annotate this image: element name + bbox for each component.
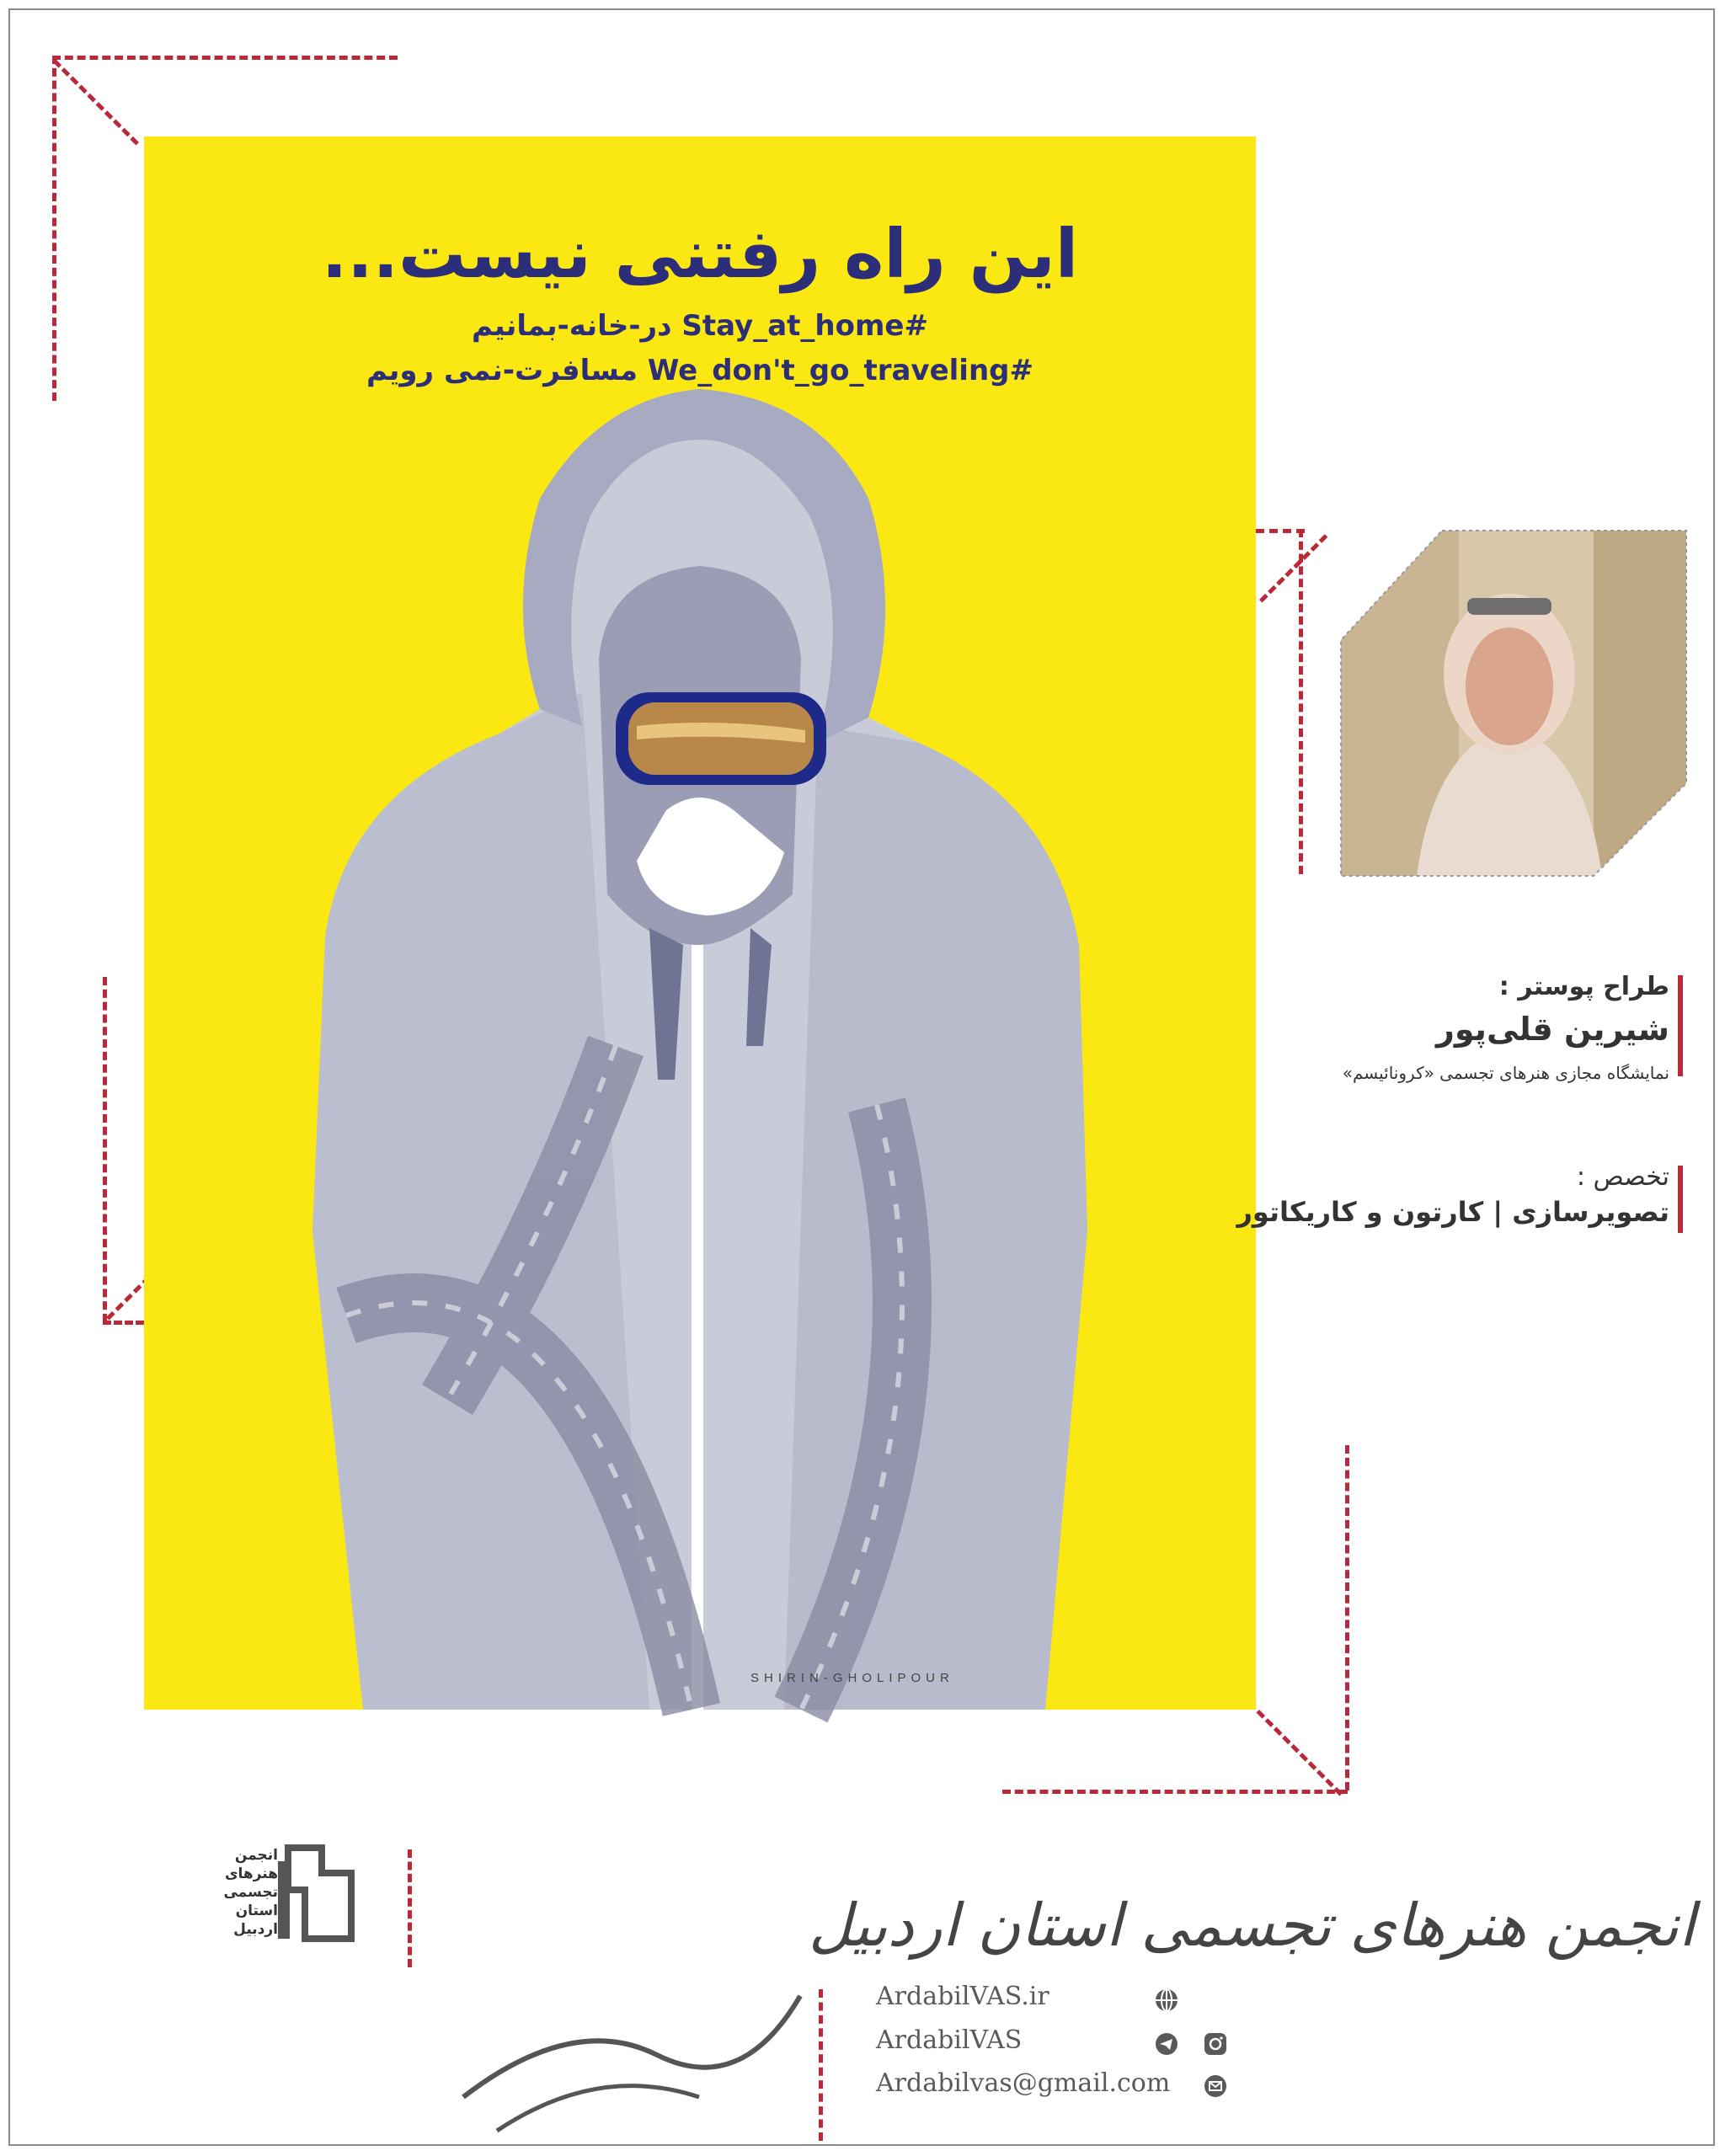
instagram-icon bbox=[1203, 2031, 1228, 2057]
poster-hashtag-1: #Stay_at_home در-خانه-بمانیم bbox=[472, 309, 928, 343]
association-logo-text bbox=[202, 1846, 278, 1939]
logo-line: استان اردبیل bbox=[233, 1903, 278, 1939]
poster-title: این راه رفتنی نیست... bbox=[321, 215, 1079, 293]
globe-icon bbox=[1154, 1988, 1179, 2013]
specialty-value: تصویرسازی | کارتون و کاریکاتور bbox=[1236, 1196, 1669, 1228]
logo-line: تجسمی bbox=[223, 1884, 278, 1902]
association-logo-icon bbox=[271, 1839, 359, 1947]
exhibition-name: نمایشگاه مجازی هنرهای تجسمی «کرونائیسم» bbox=[1342, 1063, 1669, 1083]
specialty-label: تخصص : bbox=[1576, 1162, 1669, 1192]
dashed-line bbox=[52, 56, 56, 401]
dashed-line bbox=[819, 1989, 823, 2141]
designer-label: طراح پوستر : bbox=[1498, 972, 1669, 1001]
dashed-line bbox=[1002, 1790, 1348, 1794]
dashed-line bbox=[103, 977, 107, 1322]
dashed-line bbox=[1256, 529, 1305, 533]
dashed-line bbox=[1345, 1445, 1349, 1790]
poster-hashtag-2: #We_don't_go_traveling مسافرت-نمی رویم bbox=[366, 354, 1034, 387]
dashed-line bbox=[52, 56, 398, 60]
email-link[interactable]: Ardabilvas@gmail.com bbox=[876, 2068, 1171, 2098]
designer-photo bbox=[1341, 531, 1686, 876]
mail-icon bbox=[1203, 2073, 1228, 2099]
poster-signature: SHIRIN-GHOLIPOUR bbox=[750, 1671, 954, 1685]
social-handle[interactable]: ArdabilVAS bbox=[876, 2025, 1023, 2055]
accent-bar bbox=[1678, 1166, 1683, 1233]
telegram-icon bbox=[1154, 2031, 1179, 2057]
designer-name: شیرین قلی‌پور bbox=[1435, 1011, 1669, 1048]
calligraphy-text: انجمن هنرهای تجسمی استان اردبیل bbox=[809, 1891, 1696, 1960]
dashed-line bbox=[103, 1321, 144, 1325]
dashed-line bbox=[1299, 529, 1303, 874]
website-link[interactable]: ArdabilVAS.ir bbox=[876, 1982, 1049, 2011]
logo-line: انجمن bbox=[234, 1847, 278, 1864]
poster bbox=[144, 136, 1256, 1710]
logo-line: هنرهای bbox=[224, 1865, 278, 1883]
accent-bar bbox=[1678, 975, 1683, 1076]
dashed-line bbox=[408, 1849, 412, 1967]
